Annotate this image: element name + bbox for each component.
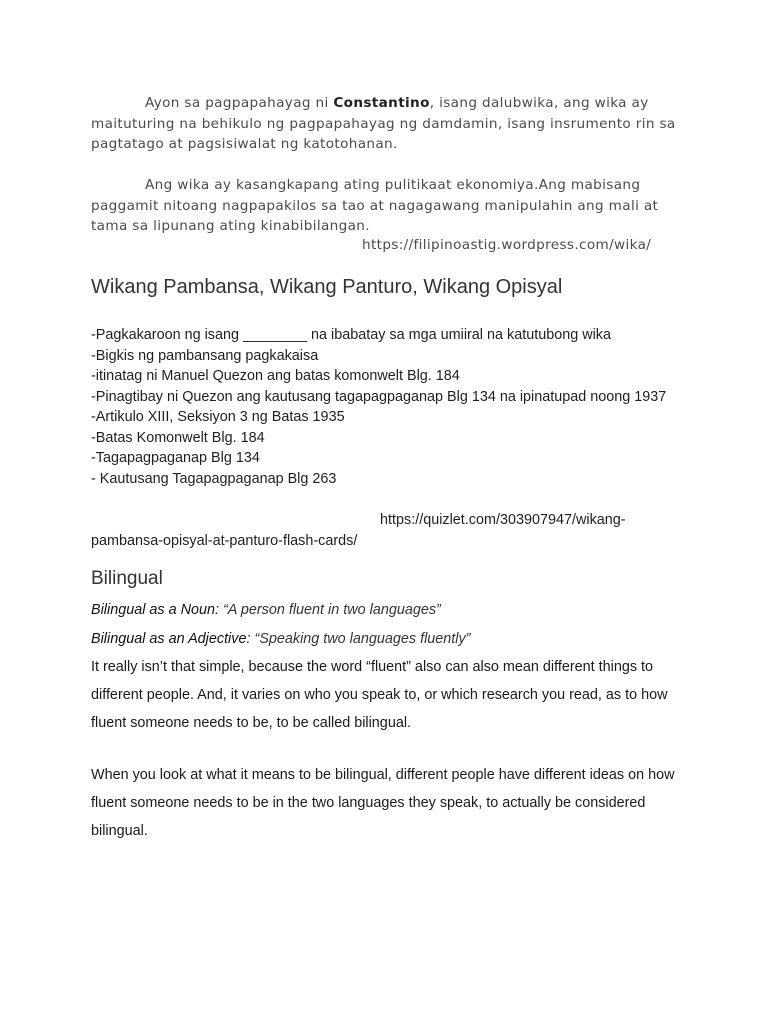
- bilingual-paragraph-2: When you look at what it means to be bilingual, different people have different ideas on how fluent someone needs to be in the two languages they speak, to actually be considered bilingual.: [91, 767, 675, 839]
- wika-paragraph: [91, 175, 691, 237]
- section-heading-bilingual: Bilingual: [91, 568, 163, 589]
- paragraph-text: , isang dalubwika, ang wika ay maituturing na behikulo ng pagpapahayag ng damdamin, isang insrumento rin sa pagtatago at pagsisiwalat ng katotohanan.: [91, 95, 676, 152]
- source-link-text[interactable]: https://quizlet.com/303907947/wikang-pambansa-opisyal-at-panturo-flash-cards/: [91, 512, 626, 549]
- definition-text: “A person fluent in two languages”: [219, 602, 441, 618]
- list-item: -Bigkis ng pambansang pagkakaisa: [91, 347, 319, 364]
- paragraph-text: Ang wika ay kasangkapang ating pulitikaat ekonomiya.Ang mabisang paggamit nitoang nagpapakilos sa tao at nagagawang manipulahin ang mali at tama sa lipunang ating kinabibilangan.: [91, 177, 659, 234]
- source-link-wordpress[interactable]: https://filipinoastig.wordpress.com/wika/: [362, 237, 652, 253]
- section-heading-wikang-pambansa: Wikang Pambansa, Wikang Panturo, Wikang Opisyal: [91, 276, 563, 298]
- list-item: - Kautusang Tagapagpaganap Blg 263: [91, 470, 337, 487]
- list-item: -Tagapagpaganap Blg 134: [91, 450, 260, 466]
- list-item: -itinatag ni Manuel Quezon ang batas komonwelt Blg. 184: [91, 368, 460, 384]
- bilingual-paragraph-1: It really isn’t that simple, because the word “fluent” also can also mean different things to different people. And, it varies on who you speak to, or which research you read, as to how fluent someone needs to be, to be called bilingual.: [91, 659, 668, 731]
- constantino-paragraph: [91, 93, 691, 155]
- author-name: Constantino: [333, 95, 430, 111]
- list-item: -Pinagtibay ni Quezon ang kautusang tagapagpaganap Blg 134 na ipinatupad noong 1937: [91, 388, 667, 405]
- adjective-definition: [91, 631, 470, 647]
- paragraph-text: Ayon sa pagpapahayag ni: [145, 95, 334, 111]
- noun-definition: [91, 602, 441, 618]
- definition-label: Bilingual as a Noun:: [91, 602, 219, 618]
- list-item: -Batas Komonwelt Blg. 184: [91, 429, 265, 446]
- list-item: -Pagkakaroon ng isang ________ na ibabatay sa mga umiiral na katutubong wika: [91, 327, 612, 343]
- list-item: -Artikulo XIII, Seksiyon 3 ng Batas 1935: [91, 409, 345, 425]
- source-link-quizlet[interactable]: [91, 510, 651, 551]
- definition-text: “Speaking two languages fluently”: [250, 631, 471, 647]
- wikang-pambansa-list: [91, 325, 671, 489]
- definition-label: Bilingual as an Adjective:: [91, 631, 251, 647]
